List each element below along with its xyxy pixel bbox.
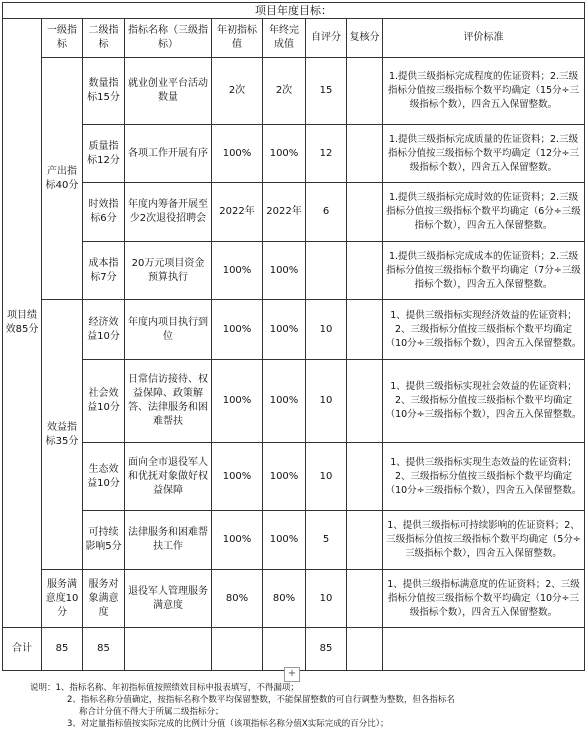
self-score-cell [306,242,347,300]
project-performance-label: 项目绩效85分 [3,19,42,628]
second-level-cell: 生态效益10分 [83,443,125,511]
final-value-cell: 2022年 [263,183,306,242]
note-1: 说明：1、指标名称、年初指标值按照绩效目标申报表填写，不得漏项； [30,683,299,693]
table-row [3,183,585,242]
criteria-cell: 1.提供三级指标完成质量的佐证资料；2.三级指标分值按三级指标个数平均确定（12分÷三级指标个数），四舍五入保留整数。 [383,125,585,183]
criteria-cell: 1、提供三级指标实现生态效益的佐证资料；2、三级指标分值按三级指标个数平均确定（10分÷三级指标个数），四舍五入保留整数。 [383,443,585,511]
table-row [3,360,585,443]
review-score-cell [347,242,383,300]
indicator-name-cell: 各项工作开展有序 [125,125,212,183]
review-score-cell [347,443,383,511]
table-row [3,511,585,570]
initial-value-cell: 100% [212,360,263,443]
second-level-cell: 服务对象满意度 [83,570,125,628]
review-score-cell [347,570,383,628]
self-score-cell: 5 [306,511,347,570]
review-score-cell [347,58,383,125]
indicator-name-cell: 年度内筹备开展至少2次退役招聘会 [125,183,212,242]
header-review-score: 复核分 [347,19,383,58]
table-row [3,443,585,511]
note-3: 3、对定量指标值按实际完成的比例计分值（该项指标名称分值X实际完成的百分比）； [67,719,389,729]
table-title: 项目年度目标： [3,3,585,19]
criteria-cell: 1、提供三级指标满意度的佐证资料；2、三级指标分值按三级指标个数平均确定（10分÷三级指标个数），四舍五入保留整数。 [383,570,585,628]
second-level-cell: 质量指标12分 [83,125,125,183]
indicator-name-cell: 法律服务和困难帮扶工作 [125,511,212,570]
final-value-cell: 80% [263,570,306,628]
final-value-cell: 2次 [263,58,306,125]
second-level-cell: 社会效益10分 [83,360,125,443]
criteria-cell: 1、提供三级指标可持续影响的佐证资料；2、三级指标分值按三级指标个数平均确定（5分÷三级指标个数），四舍五入保留整数。 [383,511,585,570]
final-value-cell: 100% [263,443,306,511]
criteria-cell: 1.提供三级指标完成时效的佐证资料；2.三级指标分值按三级指标个数平均确定（6分÷三级指标个数），四舍五入保留整数。 [383,183,585,242]
totals-self-score: 85 [306,628,347,671]
final-value-cell: 100% [263,300,306,360]
initial-value-cell: 80% [212,570,263,628]
header-criteria: 评价标准 [383,19,585,58]
header-second-level: 二级指标 [83,19,125,58]
group-satisfaction: 服务满意度10分 [42,570,83,628]
initial-value-cell: 100% [212,242,263,300]
criteria-cell: 1.提供三级指标完成成本的佐证资料；2.三级指标分值按三级指标个数平均确定（7分÷三级指标个数），四舍五入保留整数。 [383,242,585,300]
totals-second-level: 85 [83,628,125,671]
criteria-cell: 1、提供三级指标实现经济效益的佐证资料；2、三级指标分值按三级指标个数平均确定（10分÷三级指标个数），四舍五入保留整数。 [383,300,585,360]
totals-empty [263,628,306,671]
second-level-cell: 时效指标6分 [83,183,125,242]
self-score-cell: 6 [306,183,347,242]
second-level-cell: 数量指标15分 [83,58,125,125]
self-score-cell: 15 [306,58,347,125]
table-row [3,125,585,183]
initial-value-cell: 100% [212,125,263,183]
totals-criteria [383,628,585,671]
initial-value-cell: 2次 [212,58,263,125]
indicator-name-cell: 退役军人管理服务满意度 [125,570,212,628]
table-row [3,570,585,628]
totals-review-score [347,628,383,671]
initial-value-cell: 2022年 [212,183,263,242]
table-row [3,58,585,125]
review-score-cell [347,511,383,570]
self-score-cell: 10 [306,570,347,628]
self-score-cell: 10 [306,360,347,443]
criteria-cell: 1.提供三级指标完成程度的佐证资料；2.三级指标分值按三级指标个数平均确定（15分÷三级指标个数），四舍五入保留整数。 [383,58,585,125]
self-score-cell: 10 [306,300,347,360]
initial-value-cell: 100% [212,300,263,360]
expand-button[interactable]: + [284,667,300,682]
second-level-cell: 经济效益10分 [83,300,125,360]
final-value-cell: 100% [263,360,306,443]
final-value-cell: 100% [263,125,306,183]
table-row [3,300,585,360]
header-initial-value: 年初指标值 [212,19,263,58]
initial-value-cell: 100% [212,443,263,511]
indicator-name-cell: 日常信访接待、权益保障、政策解答、法律服务和困难帮扶 [125,360,212,443]
totals-first-level: 85 [42,628,83,671]
final-value-cell: 100% [263,511,306,570]
header-self-score: 自评分 [306,19,347,58]
initial-value-cell: 100% [212,511,263,570]
totals-row [3,628,585,671]
self-score-cell: 10 [306,443,347,511]
indicator-name-cell: 面向全市退役军人和优抚对象做好权益保障 [125,443,212,511]
group-output: 产出指标40分 [42,58,83,300]
review-score-cell [347,360,383,443]
criteria-cell: 1、提供三级指标实现社会效益的佐证资料；2、三级指标分值按三级指标个数平均确定（10分÷三级指标个数），四舍五入保留整数。 [383,360,585,443]
totals-empty [212,628,263,671]
totals-label: 合计 [3,628,42,671]
performance-table [2,2,585,671]
group-benefit: 效益指标35分 [42,300,83,570]
indicator-name-cell: 就业创业平台活动数量 [125,58,212,125]
header-final-value: 年终完成值 [263,19,306,58]
indicator-name-cell: 20万元项目资金预算执行 [125,242,212,300]
header-first-level: 一级指标 [42,19,83,58]
totals-empty [125,628,212,671]
indicator-name-cell: 年度内项目执行到位 [125,300,212,360]
final-value-cell: 100% [263,242,306,300]
notes [0,682,588,729]
note-2-continued: 称合计分值不得大于所属二级指标分； [79,707,224,717]
table-row [3,242,585,300]
review-score-cell [347,183,383,242]
second-level-cell: 成本指标7分 [83,242,125,300]
self-score-cell: 12 [306,125,347,183]
second-level-cell: 可持续影响5分 [83,511,125,570]
review-score-cell [347,300,383,360]
header-indicator-name: 指标名称（三级指标） [125,19,212,58]
note-2: 2、指标名称分值确定，按指标名称个数平均保留整数，不能保留整数的可自行调整为整数，但各指标名 [67,695,455,705]
review-score-cell [347,125,383,183]
